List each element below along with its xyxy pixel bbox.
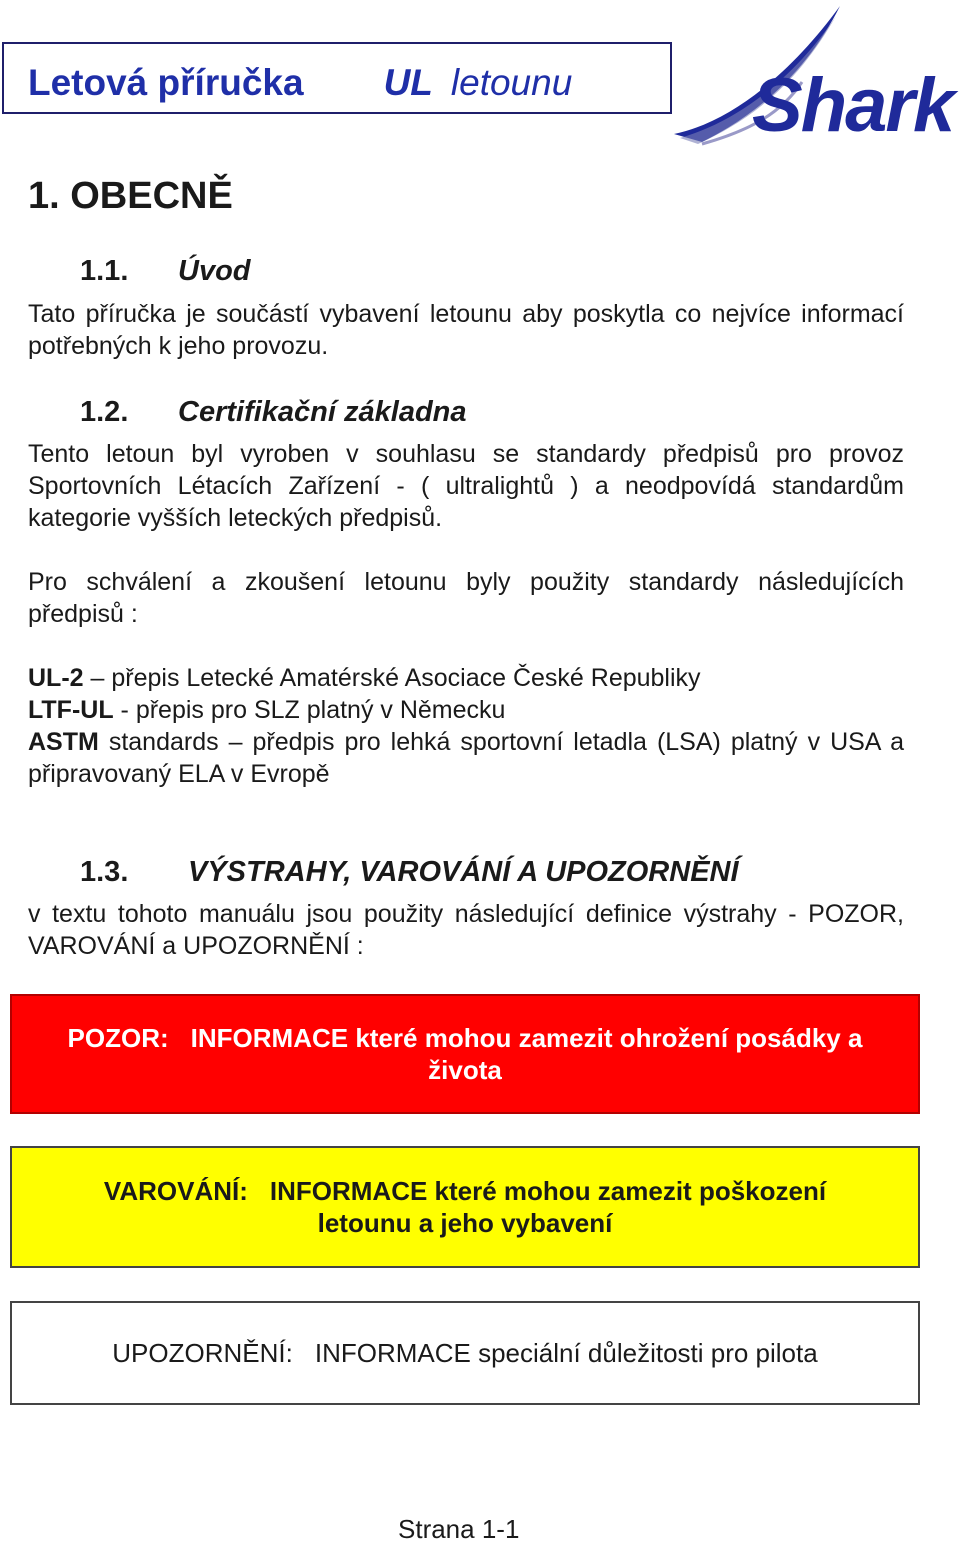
varovani-label: VAROVÁNÍ: (103, 1176, 248, 1206)
upozorneni-label: UPOZORNĚNÍ: (112, 1338, 293, 1368)
subsection-number: 1.3. (80, 856, 129, 888)
subsection-title: Úvod (178, 255, 251, 287)
subsection-number: 1.1. (80, 255, 129, 287)
regulations-list (28, 662, 904, 790)
upozorneni-text: INFORMACE speciální důležitosti pro pilota (314, 1338, 818, 1368)
certification-paragraph: Tento letoun byl vyroben v souhlasu se standardy předpisů pro provoz Sportovních Létacích Zařízení - ( ultralightů ) a neodpovídá standardům kategorie vyšších leteckých předpisů. (28, 440, 904, 532)
section-heading-general: 1. OBECNĚ (28, 175, 233, 217)
pozor-box (10, 994, 920, 1114)
warnings-paragraph: v textu tohoto manuálu jsou použity následující definice výstrahy - POZOR, VAROVÁNÍ a UPOZORNĚNÍ : (28, 900, 904, 960)
subsection-heading-warnings (80, 856, 739, 889)
regulation-code: LTF-UL (28, 696, 114, 724)
document-title (28, 62, 572, 104)
upozorneni-box (10, 1301, 920, 1405)
subsection-heading-intro (80, 255, 251, 288)
subsection-title: VÝSTRAHY, VAROVÁNÍ A UPOZORNĚNÍ (188, 856, 739, 888)
subsection-title: Certifikační základna (178, 396, 467, 428)
regulation-item (28, 662, 904, 694)
title-part-ul: UL (383, 62, 433, 103)
pozor-label: POZOR: (67, 1023, 169, 1053)
intro-paragraph: Tato příručka je součástí vybavení letounu aby poskytla co nejvíce informací potřebných k jeho provozu. (28, 300, 904, 360)
title-part-manual: Letová příručka (28, 62, 304, 103)
regulation-description: - přepis pro SLZ platný v Německu (113, 696, 506, 724)
varovani-box (10, 1146, 920, 1268)
regulation-code: ASTM (28, 728, 99, 756)
varovani-text: INFORMACE které mohou zamezit poškození letounu a jeho vybavení (269, 1176, 827, 1238)
regulation-item (28, 694, 904, 726)
page-number: Strana 1-1 (398, 1514, 520, 1544)
regulation-description: – přepis Letecké Amatérské Asociace České Republiky (83, 664, 701, 692)
title-part-aircraft: letounu (450, 62, 573, 103)
logo-wordmark: Shark (752, 63, 954, 148)
regulation-item (28, 726, 904, 790)
regulation-code: UL-2 (28, 664, 84, 692)
subsection-number: 1.2. (80, 396, 129, 428)
pozor-text: INFORMACE které mohou zamezit ohrožení posádky a života (190, 1023, 863, 1085)
standards-intro-paragraph: Pro schválení a zkoušení letounu byly použity standardy následujících předpisů : (28, 568, 904, 628)
regulation-description: standards – předpis pro lehká sportovní letadla (LSA) platný v USA a připravovaný ELA v Evropě (28, 728, 904, 788)
subsection-heading-certification (80, 396, 467, 429)
